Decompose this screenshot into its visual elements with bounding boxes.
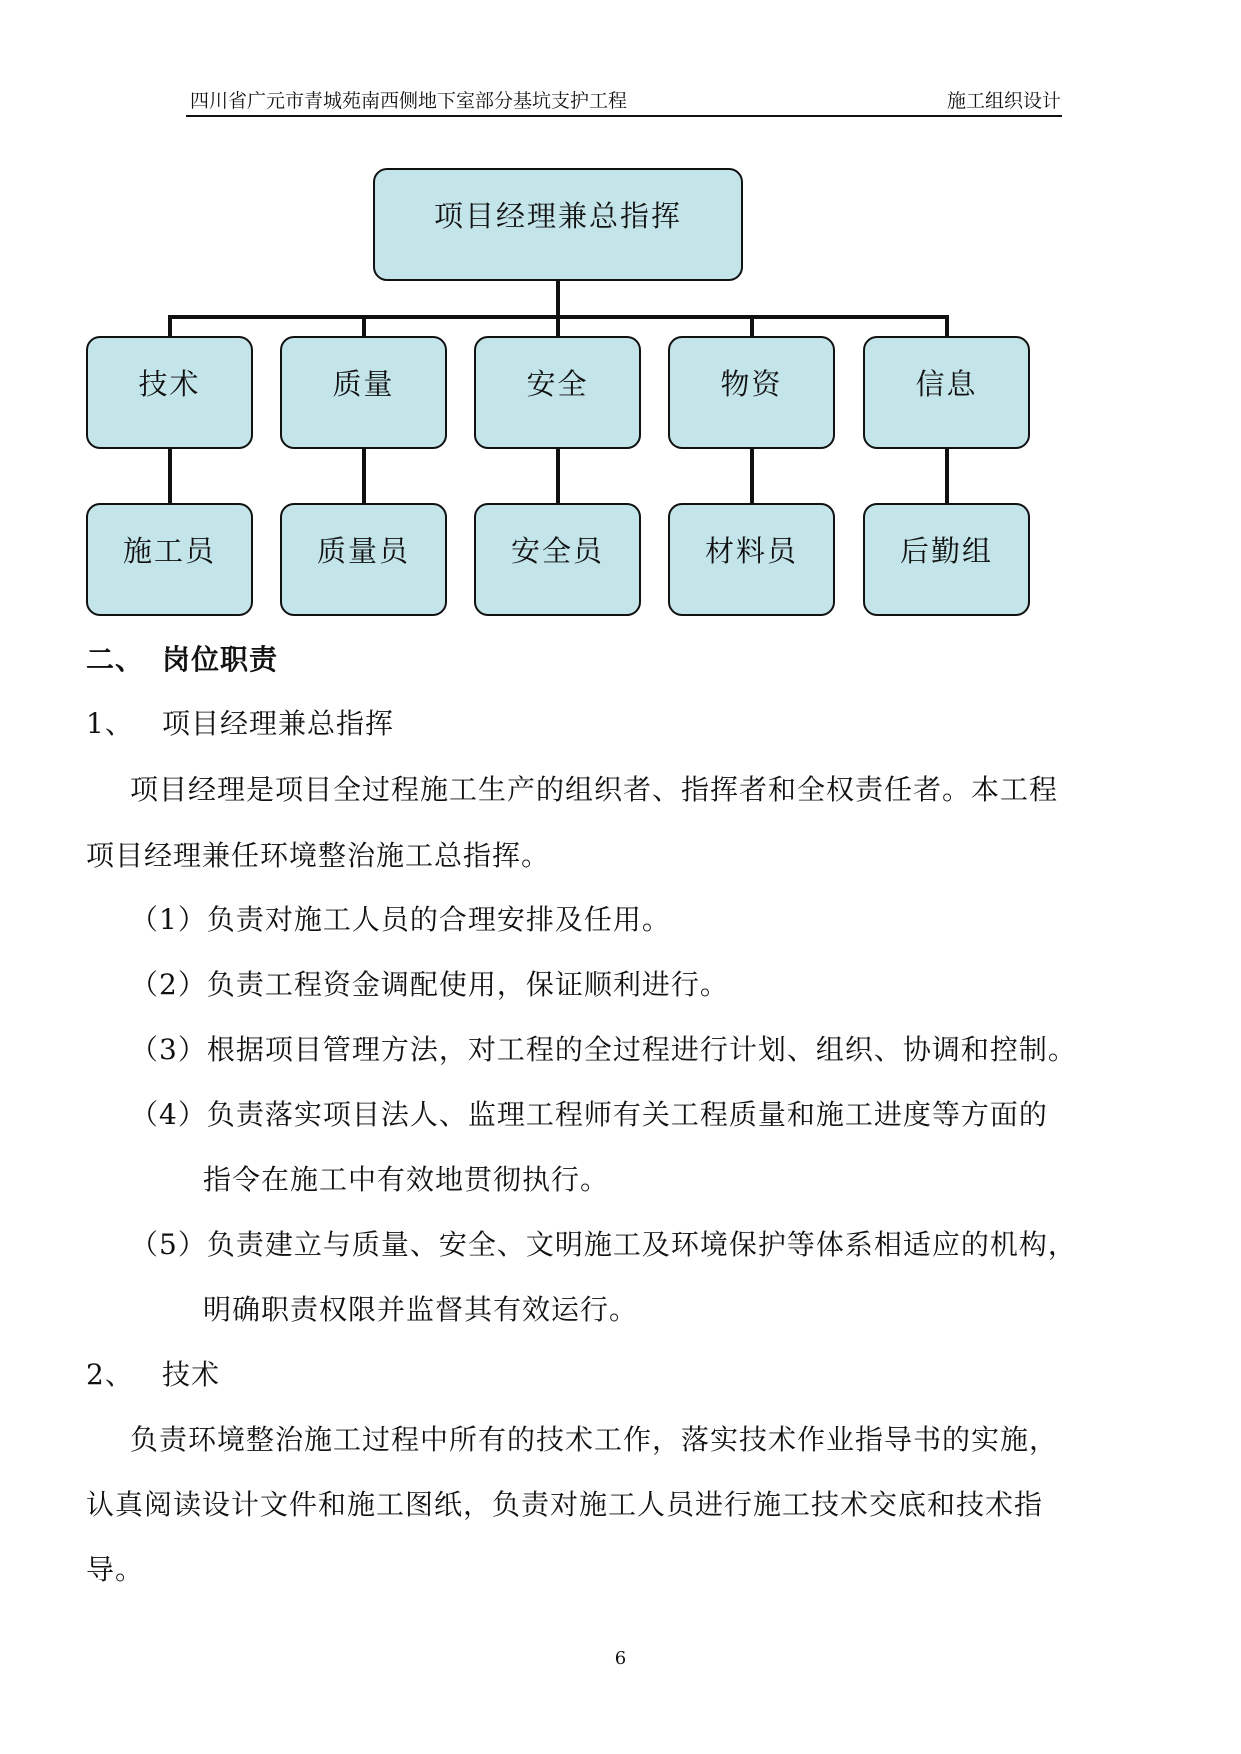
paragraph-line: 项目经理是项目全过程施工生产的组织者、指挥者和全权责任者。本工程 [130,773,1059,806]
duty-item: （3）根据项目管理方法，对工程的全过程进行计划、组织、协调和控制。 [130,1033,1077,1066]
header-document-title: 四川省广元市青城苑南西侧地下室部分基坑支护工程 [190,90,628,112]
org-node-materials [668,336,835,449]
paragraph-line: 导。 [86,1553,145,1586]
org-node-logistics-group [863,503,1030,616]
org-node-information [863,336,1030,449]
org-node-label: 信息 [915,367,978,401]
org-node-label: 安全员 [510,534,604,568]
connector-lower-3 [556,448,560,504]
duty-item-continuation: 明确职责权限并监督其有效运行。 [203,1293,639,1326]
connector-drop-1 [168,315,172,337]
duty-item: （4）负责落实项目法人、监理工程师有关工程质量和施工进度等方面的 [130,1098,1048,1131]
org-node-construction-staff [86,503,253,616]
connector-lower-2 [362,448,366,504]
org-node-label: 施工员 [122,534,216,568]
paragraph-line: 认真阅读设计文件和施工图纸，负责对施工人员进行施工技术交底和技术指 [86,1488,1044,1521]
paragraph-line: 负责环境整治施工过程中所有的技术工作，落实技术作业指导书的实施， [130,1423,1059,1456]
org-node-technical [86,336,253,449]
item-number: 2、 [86,1358,134,1391]
item-title: 技术 [162,1358,221,1391]
item-number: 1、 [86,707,134,740]
connector-top-stem [556,281,560,318]
org-node-project-manager [373,168,743,281]
org-node-label: 材料员 [704,534,798,568]
org-node-label: 技术 [138,367,201,401]
item-title: 项目经理兼总指挥 [162,707,395,740]
paragraph-line: 项目经理兼任环境整治施工总指挥。 [86,839,551,872]
org-node-label: 项目经理兼总指挥 [433,199,682,233]
connector-drop-3 [556,315,560,337]
duty-item: （5）负责建立与质量、安全、文明施工及环境保护等体系相适应的机构， [130,1228,1077,1261]
org-chart [0,0,1241,640]
connector-drop-4 [750,315,754,337]
connector-lower-1 [168,448,172,504]
org-node-quality-staff [280,503,447,616]
section-number: 二、 [86,643,145,676]
duty-item: （1）负责对施工人员的合理安排及任用。 [130,903,671,936]
org-node-materials-staff [668,503,835,616]
page-number: 6 [614,1648,627,1669]
org-node-label: 质量员 [316,534,410,568]
duty-item-continuation: 指令在施工中有效地贯彻执行。 [203,1163,610,1196]
connector-lower-4 [750,448,754,504]
org-node-quality [280,336,447,449]
org-node-label: 质量 [332,367,395,401]
connector-drop-2 [362,315,366,337]
org-node-label: 物资 [720,367,783,401]
org-node-label: 安全 [526,367,589,401]
connector-lower-5 [945,448,949,504]
section-title: 岗位职责 [162,643,279,676]
duty-item: （2）负责工程资金调配使用，保证顺利进行。 [130,968,729,1001]
org-node-safety [474,336,641,449]
connector-drop-5 [945,315,949,337]
org-node-safety-staff [474,503,641,616]
org-node-label: 后勤组 [899,534,993,568]
header-document-type: 施工组织设计 [946,90,1061,112]
